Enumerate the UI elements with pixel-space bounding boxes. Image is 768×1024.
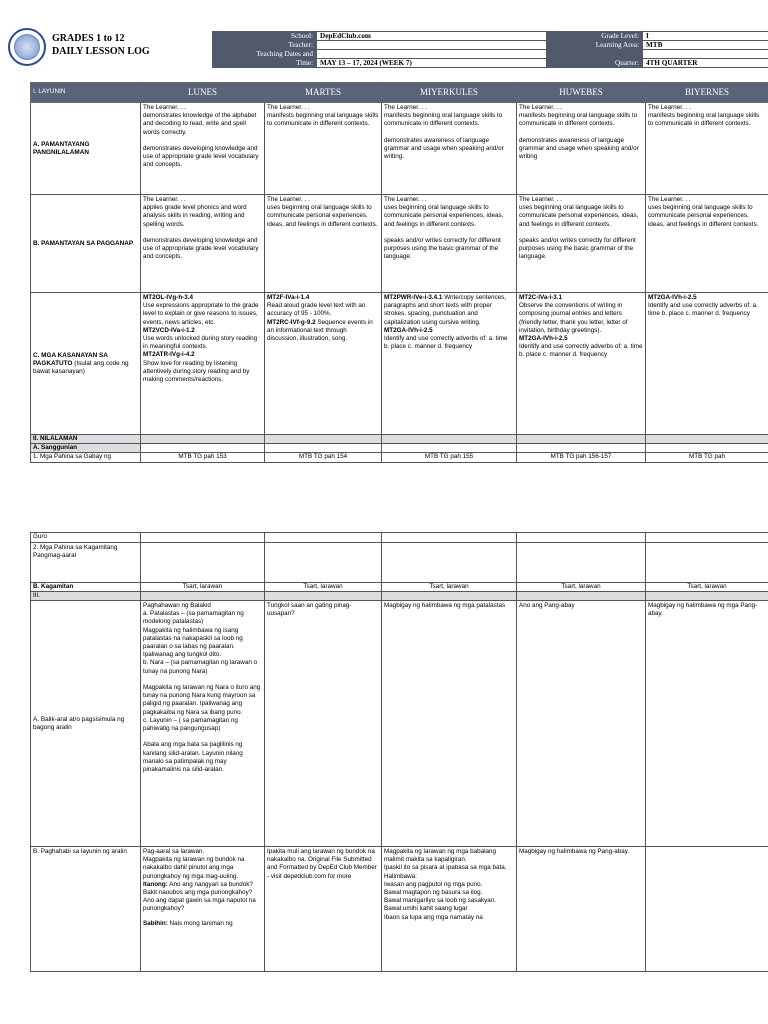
nilalaman-row [31, 435, 768, 444]
competency-text: Identify and use correctly adverbs of: a. time b. place c. manner d. frequency [648, 302, 758, 318]
cell-mon: Paghahawan ng Balakid a. Patalastas – (sa pamamagitan ng modelong patalastas) Magpakita ng halimbawa ng isang patalastas na nakapaskil sa loob ng paaralan o sa labas ng paaralan. Ipaliwanag ang tungkol dito. b. Nara – (sa pamamagitan ng larawan o tunay na punong Nara) Magpakita ng larawan ng Nara o ituro ang tunay na punong Nara kung mayroon sa paligid ng paaralan. Ipaliwanag ang pagkakaiba ng Nara sa ibang puno. c. Layunin – ( sa pamamagitan ng pahiwatig na pangungusap) Abala ang mga bata sa paglilinis ng kanilang silid-aralan. Layunin nilang manalo sa patimpalak ng may pinakamalinis na silid-aralan. [141, 601, 265, 847]
kagamitang-pangmag-aaral-row [31, 543, 768, 583]
grade-value: I [643, 32, 768, 41]
row-label: A. PAMANTAYANG PANGNILALAMAN [31, 103, 141, 195]
area-label: Learning Area: [547, 41, 643, 50]
cell-thu: The Learner. . . manifests beginning oral language skills to communicate in different contexts. demonstrates awareness of language grammar and usage when speaking and/or writing [517, 103, 646, 195]
row-label: B. PAMANTAYAN SA PAGGANAP [31, 195, 141, 293]
competency-code: MT2PWR-IVe-i-3.4.1 [384, 294, 443, 301]
day-friday: BIYERNES [646, 83, 768, 103]
pamantayang-pangnilalaman-row [31, 103, 768, 195]
iii-label: III. [31, 592, 141, 601]
competency-code: MT2VCD-IVa-i-1.2 [143, 326, 195, 334]
day-wednesday: MIYERKULES [382, 83, 517, 103]
day-tuesday: MARTES [265, 83, 382, 103]
kasanayan-note: (Isulat ang code ng bawat kasanayan) [33, 359, 129, 375]
cell-tue: Tsart, larawan [265, 583, 382, 592]
header-info-table [212, 31, 768, 68]
cell-fri: MTB TG pah [646, 453, 768, 463]
log-title [52, 32, 150, 58]
lesson-table-bottom [30, 532, 768, 972]
dates-label-1: Teaching Dates and [213, 50, 317, 59]
teacher-label: Teacher: [213, 41, 317, 50]
competency-text: Identify and use correctly adverbs of: a. time b. place c. manner d. frequency [384, 335, 508, 351]
itanong-label: Itanong: [143, 880, 168, 888]
day-monday: LUNES [141, 83, 265, 103]
paghahabi-label: B. Paghahabi sa layunin ng aralin [31, 847, 141, 972]
competency-text: Observe the conventions of writing in composing journal entries and letters (friendly letter, thank you letter, letter of invitation, birthday greetings). [519, 302, 628, 334]
gabay-label: 1. Mga Pahina sa Gabay ng [31, 453, 141, 463]
cell-thu [517, 293, 646, 435]
competency-code: MT2F-IVa-i-1.4 [267, 294, 310, 301]
competency-code: MT2ATR-IVg-i-4.2 [143, 351, 195, 359]
cell-fri: The Learner. . . manifests beginning oral language skills to communicate in different contexts. [646, 103, 768, 195]
cell-thu: Ano ang Pang-abay [517, 601, 646, 847]
cell-mon: The Learner. . . demonstrates knowledge of the alphabet and decoding to read, write and spell words correctly. demonstrates developing knowledge and use of appropriate grade level vocabulary and concepts. [141, 103, 265, 195]
grade-label: Grade Level: [547, 32, 643, 41]
cell-mon: The Learner. . . applies grade level phonics and word analysis skills in reading, writing and spelling words. demonstrates developing knowledge and use of appropriate grade level vocabulary and concepts. [141, 195, 265, 293]
days-header-row [31, 83, 768, 103]
b-kagamitan-row [31, 583, 768, 592]
cell-fri: Tsart, larawan [646, 583, 768, 592]
cell-fri: The Learner. . . uses beginning oral language skills to communicate personal experiences, ideas, and feelings in different contexts. [646, 195, 768, 293]
kagamitan-label: 2. Mga Pahina sa Kagamitang Pangmag-aaral [31, 543, 141, 583]
cell-thu: Tsart, larawan [517, 583, 646, 592]
cell-tue: Ipakita muli ang larawan ng bundok na nakakalbo na. Original File Submitted and Formatted by DepEd Club Member - visit depedclub.com for more [265, 847, 382, 972]
cell-wed [382, 293, 517, 435]
layunin-heading: I. LAYUNIN [31, 83, 141, 103]
guro-label: Guro [31, 533, 141, 543]
b-kagamitan-label: B. Kagamitan [31, 583, 141, 592]
dates-label-2: Time: [213, 59, 317, 68]
iii-row [31, 592, 768, 601]
cell-thu: The Learner. . . uses beginning oral language skills to communicate personal experiences, ideas, and feelings in different contexts. speaks and/or writes correctly for different purposes using the basic grammar of the language. [517, 195, 646, 293]
cell-thu: Magbigay ng halimbawa ng Pang-abay. [517, 847, 646, 972]
competency-text: Show love for reading by listening attentively during story reading and by making comments/reactions. [143, 359, 250, 384]
cell-fri: Magbigay ng halimbawa ng mga Pang-abay. [646, 601, 768, 847]
competency-text: Read aloud grade level text with an accuracy of 95 - 100%. [267, 302, 366, 318]
paghahabi-row [31, 847, 768, 972]
competency-code: MT2C-IVa-i-3.1 [519, 294, 563, 301]
competency-text: Use expressions appropriate to the grade level to explain or give reasons to issues, events, news articles, etc. [143, 302, 259, 326]
competency-text: Use words unlocked during story reading in meaningful contexts. [143, 335, 258, 351]
cell-fri [646, 847, 768, 972]
cell-fri [646, 293, 768, 435]
school-label: School: [213, 32, 317, 41]
row-label [31, 293, 141, 435]
competency-code: MT2GA-IVh-i-2.5 [519, 335, 568, 343]
kasanayan-row [31, 293, 768, 435]
cell-mon: Tsart, larawan [141, 583, 265, 592]
competency-text: Write/copy sentences, paragraphs and short texts with proper strokes, spacing, punctuation and capitalization using cursive writing. [384, 294, 507, 326]
title-line1: GRADES 1 to 12 [52, 33, 125, 44]
cell-mon [141, 293, 265, 435]
cell-mon [141, 847, 265, 972]
sanggunian-row [31, 444, 768, 453]
competency-code: MT2GA-IVh-i-2.5 [384, 326, 433, 334]
kasanayan-label: C. MGA KASANAYAN SA PAGKATUTO [33, 351, 108, 367]
cell-wed: Magbigay ng halimbawa ng mga patalastas [382, 601, 517, 847]
cell-mon: MTB TG pah 153 [141, 453, 265, 463]
sabihin-label: Sabihin: [143, 919, 168, 927]
guro-row [31, 533, 768, 543]
competency-code: MT2RC-IVf-g-9.2 [267, 318, 316, 326]
competency-code: MT2GA-IVh-i-2.5 [648, 294, 697, 301]
itanong-text: Ano ang nangyari sa bundok? Bakit nauubos ang mga punongkahoy? Ano ang dapat gawin sa mga naputol na punongkahoy? [143, 880, 256, 913]
paghahabi-mon-text: Pag-aaral sa larawan. Magpakita ng larawan ng bundok na nakakalbo dahil pinutol ang mga punongkahoy ng mga mag-uuling. [143, 848, 245, 880]
cell-tue: The Learner. . . manifests beginning oral language skills to communicate in different contexts. [265, 103, 382, 195]
cell-wed: Tsart, larawan [382, 583, 517, 592]
competency-text: Identify and use correctly adverbs of: a. time b. place c. manner d. frequency [519, 343, 643, 359]
cell-tue: The Learner. . . uses beginning oral language skills to communicate personal experiences, ideas, and feelings in different contexts. [265, 195, 382, 293]
cell-wed: The Learner. . . manifests beginning oral language skills to communicate in different contexts. demonstrates awareness of language grammar and usage when speaking and/or writing. [382, 103, 517, 195]
teacher-value [317, 41, 547, 50]
pamantayan-sa-pagganap-row [31, 195, 768, 293]
title-line2: DAILY LESSON LOG [52, 46, 150, 57]
cell-wed: Magpakita ng larawan ng mga babalang malimit makita sa kapaligiran. Ipaskil ito sa pisara at ipabasa sa mga bata. Halimbawa: Iwasan ang pagputol ng mga puno. Bawal magtapon ng basura sa ilog. Bawal manigarilyo sa loob ng sasakyan. Bawal umihi kahit saang lugar Ibaon sa lupa ang mga namatay na [382, 847, 517, 972]
gabay-row [31, 453, 768, 463]
balik-label: A. Balik-aral at/o pagsisimula ng bagong aralin [31, 601, 141, 847]
competency-code: MT2OL-IVg-h-3.4 [143, 294, 194, 301]
cell-tue [265, 293, 382, 435]
day-thursday: HUWEBES [517, 83, 646, 103]
cell-tue: Tungkol saan an gating pinag-uusapan? [265, 601, 382, 847]
lesson-table-top [30, 82, 768, 463]
school-value: DepEdClub.com [317, 32, 547, 41]
deped-seal [8, 28, 46, 66]
quarter-label: Quarter: [547, 59, 643, 68]
cell-wed: MTB TG pah 155 [382, 453, 517, 463]
dates-value: MAY 13 – 17, 2024 (WEEK 7) [317, 59, 547, 68]
cell-thu: MTB TG pah 156-157 [517, 453, 646, 463]
competency-text: Sequence events in an informational text through discussion, illustration, song. [267, 318, 373, 343]
area-value: MTB [643, 41, 768, 50]
balik-aral-row [31, 601, 768, 847]
cell-tue: MTB TG pah 154 [265, 453, 382, 463]
quarter-value: 4TH QUARTER [643, 59, 768, 68]
sabihin-text: Nais mong taniman ng [167, 919, 233, 927]
nilalaman-label: II. NILALAMAN [31, 435, 141, 444]
cell-wed: The Learner. . . uses beginning oral language skills to communicate personal experiences, ideas, and feelings in different contexts. speaks and/or writes correctly for different purposes using the basic grammar of the language. [382, 195, 517, 293]
sanggunian-label: A. Sanggunian [31, 444, 141, 453]
